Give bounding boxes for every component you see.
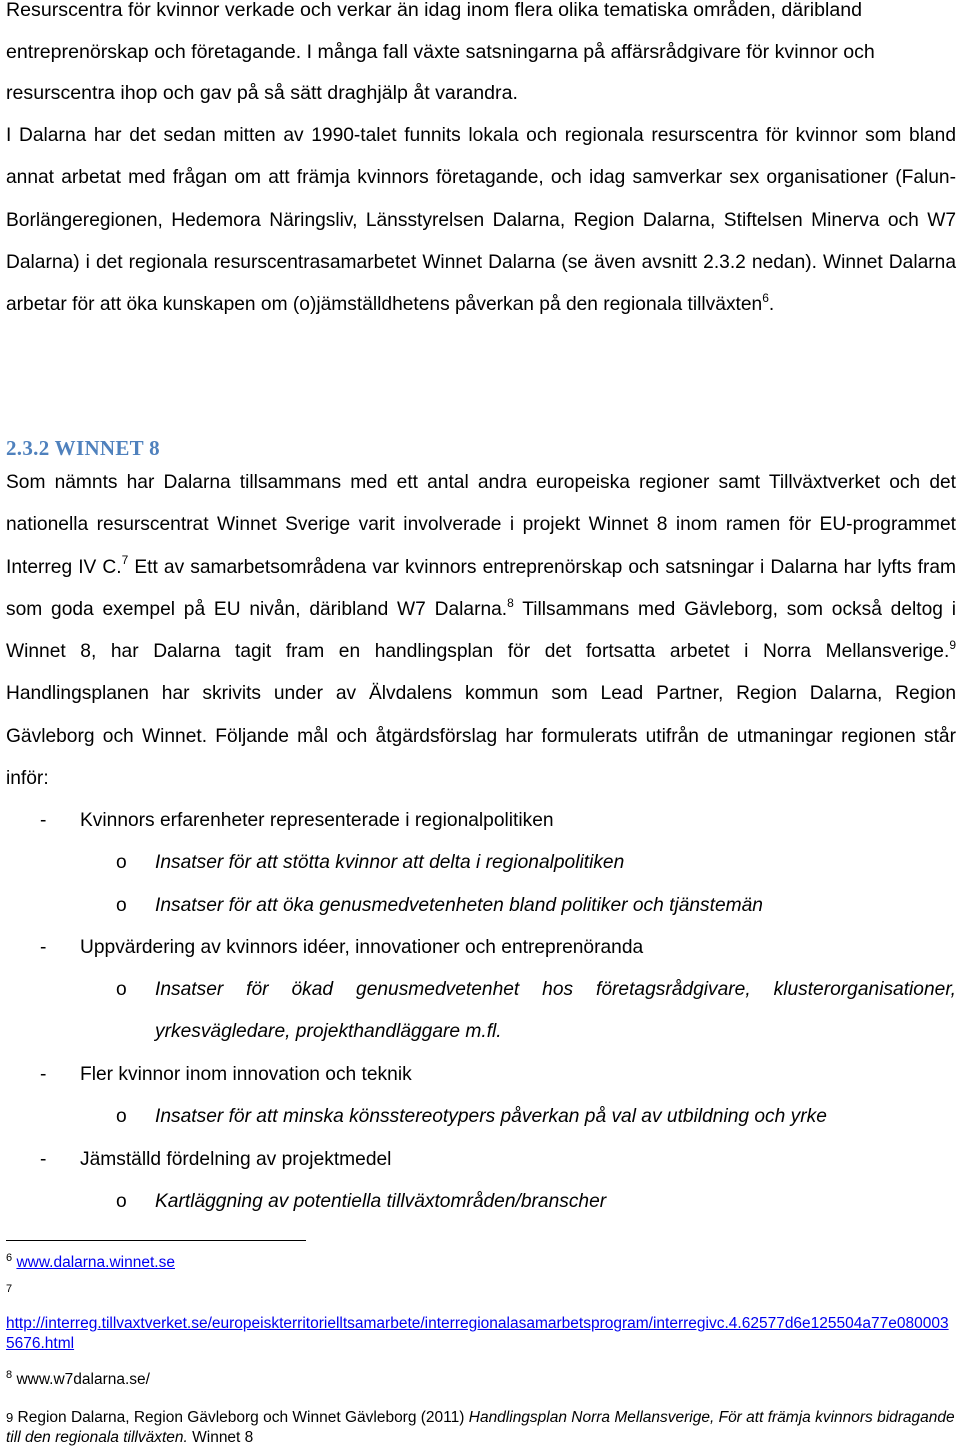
sub-list-item [6, 1096, 956, 1138]
circle-bullet: o [116, 894, 127, 916]
footnote-7 [6, 1314, 956, 1354]
footnote-6 [6, 1253, 956, 1273]
paragraph-dalarna-end: . [768, 294, 775, 316]
sub-list-item-text: Kartläggning av potentiella tillväxtområden/branscher [155, 1190, 607, 1212]
dash-bullet: - [40, 810, 47, 832]
paragraph-winnet8 [6, 462, 956, 800]
list-item [6, 1054, 956, 1096]
paragraph-winnet8-a: Som nämnts har Dalarna tillsammans med ett antal andra europeiska regioner samt Tillväxtverket och det nationella resurscentrat Winnet Sverige varit involverade i projekt Winnet 8 inom ramen för EU-programmet Interreg IV C. [6, 472, 956, 578]
footnote-number: 9 [6, 1410, 14, 1425]
dash-bullet: - [40, 1148, 47, 1170]
footnote-7-link[interactable]: http://interreg.tillvaxtverket.se/europeiskterritorielltsamarbete/interregionalasamarbetsprogram/interregivc.4.62577d6e125504a77e0800035676.html [6, 1315, 949, 1352]
footnote-9-text-a: Region Dalarna, Region Gävleborg och Winnet Gävleborg (2011) [17, 1409, 469, 1426]
footnote-ref-6[interactable]: 6 [762, 290, 769, 305]
circle-bullet: o [116, 852, 127, 874]
footnote-ref-7[interactable]: 7 [121, 553, 129, 568]
footnote-9 [6, 1408, 956, 1448]
sub-list-item [6, 885, 956, 927]
paragraph-winnet8-b: Ett av samarbetsområdena var kvinnors entreprenörskap och satsningar i Dalarna har lyfts fram som goda exempel på EU nivån, däribland W7 Dalarna. [6, 556, 956, 620]
list-item-text: Fler kvinnor inom innovation och teknik [80, 1063, 412, 1085]
goals-list [6, 800, 956, 1223]
list-item [6, 927, 956, 969]
footnote-9-text-b: Winnet 8 [187, 1429, 254, 1446]
list-item-text: Jämställd fördelning av projektmedel [80, 1148, 392, 1170]
sub-list-item [6, 842, 956, 884]
paragraph-dalarna-text: I Dalarna har det sedan mitten av 1990-talet funnits lokala och regionala resurscentra för kvinnor som bland annat arbetat med frågan om att främja kvinnors företagande, och idag samverkar sex organisationer (Falun-Borlängeregionen, Hedemora Näringsliv, Länsstyrelsen Dalarna, Region Dalarna, Stiftelsen Minerva och W7 Dalarna) i det regionala resurscentrasamarbetet Winnet Dalarna (se även avsnitt 2.3.2 nedan). Winnet Dalarna arbetar för att öka kunskapen om (o)jämställdhetens påverkan på den regionala tillväxten [6, 125, 956, 316]
footnote-number: 7 [6, 1282, 13, 1295]
footnote-8 [6, 1370, 956, 1390]
footnote-7-number [6, 1284, 956, 1304]
footnote-separator [6, 1240, 306, 1241]
dash-bullet: - [40, 1063, 47, 1085]
paragraph-winnet8-c: Tillsammans med Gävleborg, som också deltog i Winnet 8, har Dalarna tagit fram en handlingsplan för det fortsatta arbetet i Norra Mellansverige. [6, 598, 956, 663]
circle-bullet: o [116, 979, 127, 1001]
sub-list-item-text: Insatser för att öka genusmedvetenheten bland politiker och tjänstemän [155, 894, 763, 916]
paragraph-resurscentra: Resurscentra för kvinnor verkade och verkar än idag inom flera olika tematiska områden, däribland entreprenörskap och företagande. I många fall växte satsningarna på affärsrådgivare för kvinnor och resurscentra ihop och gav på så sätt draghjälp åt varandra. [6, 0, 875, 104]
list-item-text: Uppvärdering av kvinnors idéer, innovationer och entreprenöranda [80, 937, 644, 959]
circle-bullet: o [116, 1190, 127, 1212]
paragraph-dalarna [6, 115, 956, 326]
dash-bullet: - [40, 937, 47, 959]
footnote-number: 8 [6, 1368, 13, 1381]
list-item [6, 1138, 956, 1180]
footnote-6-link[interactable]: www.dalarna.winnet.se [16, 1254, 175, 1271]
footnote-9-title: Handlingsplan Norra Mellansverige, För att främja kvinnors bidragande till den regionala tillväxten. [6, 1409, 955, 1446]
footnote-ref-8[interactable]: 8 [507, 595, 514, 610]
sub-list-item [6, 969, 956, 1054]
sub-list-item-text: Insatser för att stötta kvinnor att delta i regionalpolitiken [155, 852, 625, 874]
list-item [6, 800, 956, 842]
footnote-8-text: www.w7dalarna.se/ [16, 1371, 150, 1388]
list-item-text: Kvinnors erfarenheter representerade i regionalpolitiken [80, 810, 554, 832]
sub-list-item-text: Insatser för ökad genusmedvetenhet hos företagsrådgivare, klusterorganisationer, yrkesvägledare, projekthandläggare m.fl. [155, 979, 956, 1043]
section-heading-winnet8: 2.3.2 WINNET 8 [6, 436, 160, 460]
circle-bullet: o [116, 1106, 127, 1128]
sub-list-item-text: Insatser för att minska könsstereotypers påverkan på val av utbildning och yrke [155, 1106, 827, 1128]
paragraph-winnet8-d: Handlingsplanen har skrivits under av Älvdalens kommun som Lead Partner, Region Dalarna, Region Gävleborg och Winnet. Följande mål och åtgärdsförslag har formulerats utifrån de utmaningar regionen står inför: [6, 683, 956, 790]
footnote-number: 6 [6, 1251, 13, 1264]
sub-list-item [6, 1181, 956, 1223]
footnote-ref-9[interactable]: 9 [949, 637, 956, 652]
